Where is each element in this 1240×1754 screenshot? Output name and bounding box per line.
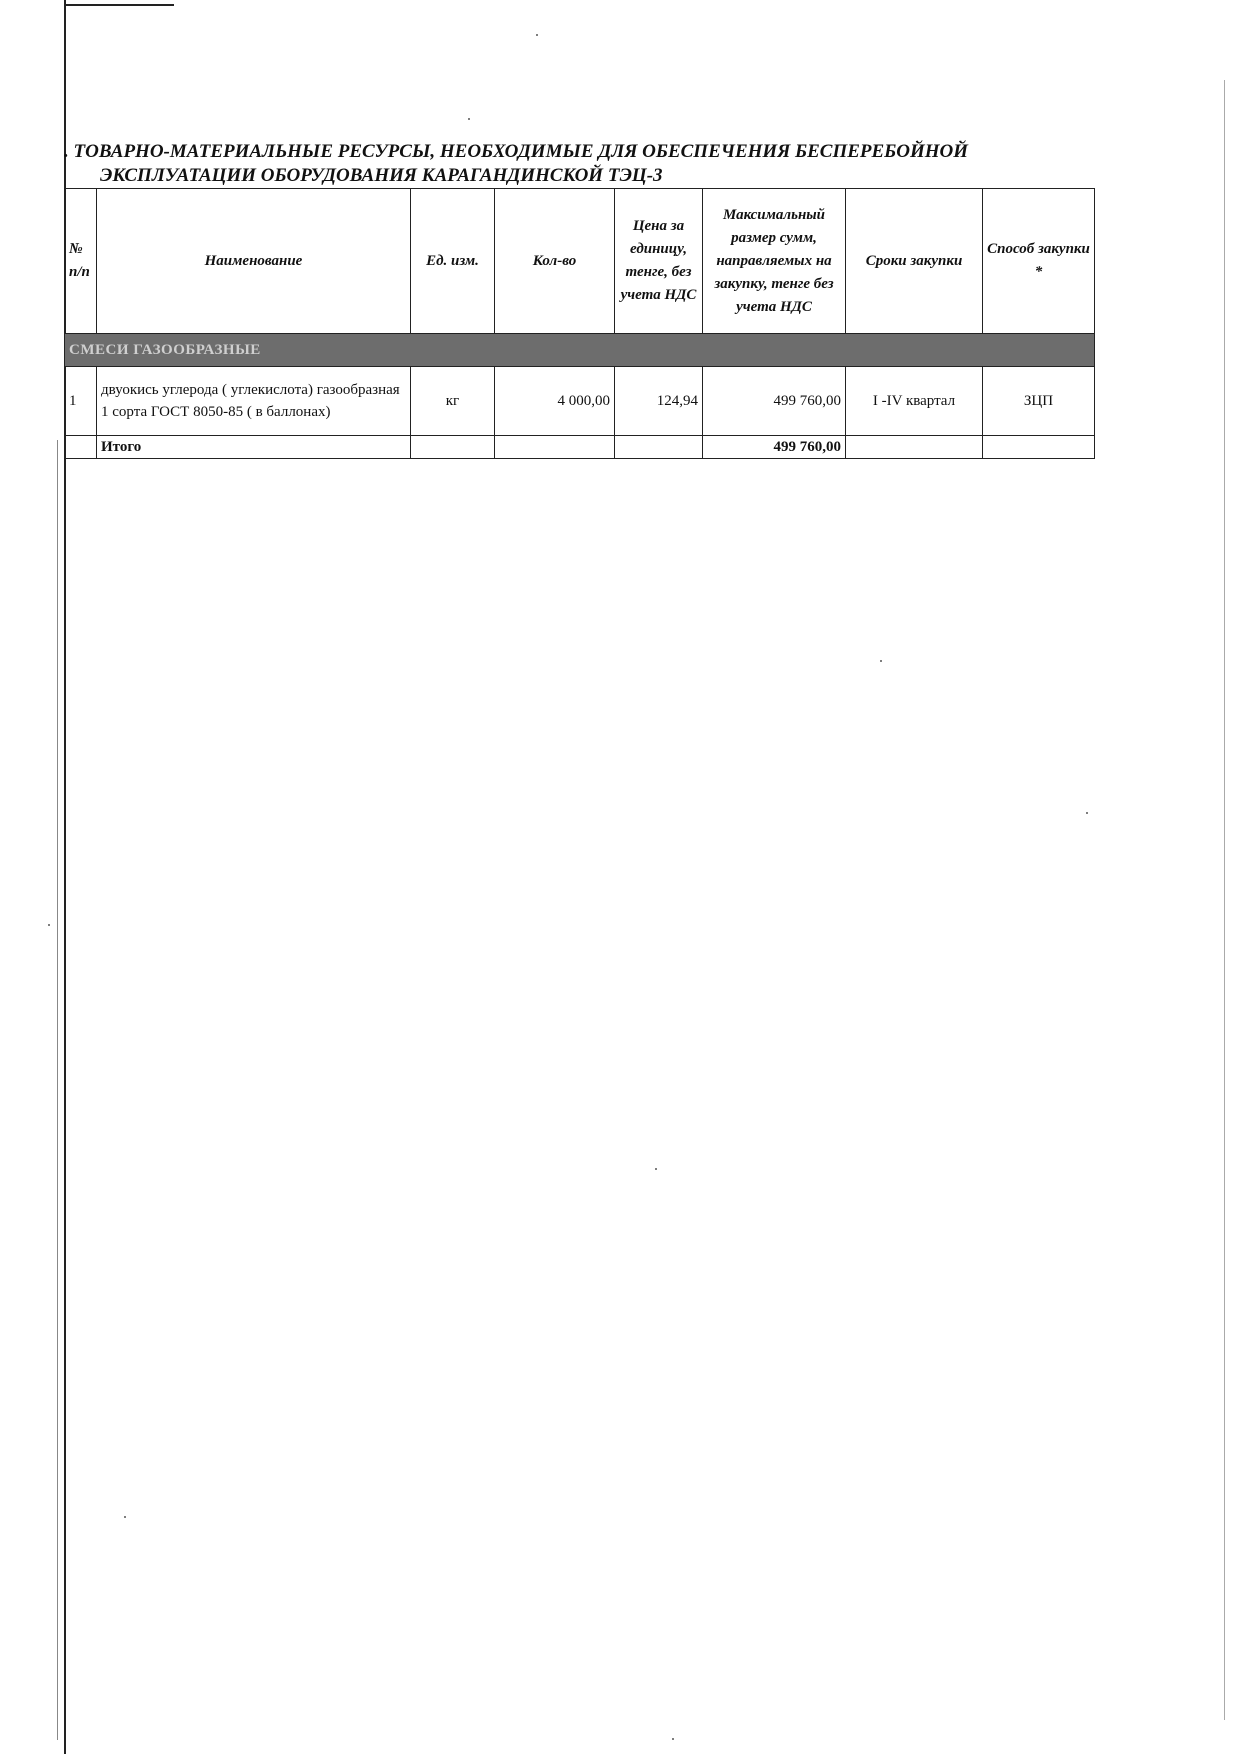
row-unit: кг [411,367,495,436]
total-spacer [65,436,97,459]
document-title-line2: ЭКСПЛУАТАЦИИ ОБОРУДОВАНИЯ КАРАГАНДИНСКОЙ ТЭЦ-3 [100,165,663,186]
total-row [65,436,1095,459]
scan-frame-left-inner [57,440,58,1740]
document-title-line1: . ТОВАРНО-МАТЕРИАЛЬНЫЕ РЕСУРСЫ, НЕОБХОДИМЫЕ ДЛЯ ОБЕСПЕЧЕНИЯ БЕСПЕРЕБОЙНОЙ [64,141,969,162]
header-method: Способ закупки * [983,189,1095,334]
section-label: СМЕСИ ГАЗООБРАЗНЫЕ [65,334,1095,367]
row-method: ЗЦП [983,367,1095,436]
scan-speck [468,118,470,120]
row-terms: I -IV квартал [846,367,983,436]
total-max-sum: 499 760,00 [703,436,846,459]
scan-speck [672,1738,674,1740]
scan-speck [124,1516,126,1518]
scan-speck [880,660,882,662]
procurement-table [64,188,1095,459]
table-header-row [65,189,1095,334]
header-qty: Кол-во [495,189,615,334]
row-price: 124,94 [615,367,703,436]
row-name: двуокись углерода ( углекислота) газообразная 1 сорта ГОСТ 8050-85 ( в баллонах) [97,367,411,436]
header-unit: Ед. изм. [411,189,495,334]
scan-speck [536,34,538,36]
total-empty-method [983,436,1095,459]
scan-frame-right [1224,80,1225,1720]
total-empty-price [615,436,703,459]
total-empty-qty [495,436,615,459]
total-empty-unit [411,436,495,459]
total-label: Итого [97,436,411,459]
scan-speck [48,924,50,926]
header-name: Наименование [97,189,411,334]
row-max-sum: 499 760,00 [703,367,846,436]
total-empty-terms [846,436,983,459]
section-row [65,334,1095,367]
header-price: Цена за единицу, тенге, без учета НДС [615,189,703,334]
row-num: 1 [65,367,97,436]
header-terms: Сроки закупки [846,189,983,334]
scan-speck [655,1168,657,1170]
scan-frame-top [64,4,174,6]
scan-speck [1086,812,1088,814]
header-num: № п/п [65,189,97,334]
table-row [65,367,1095,436]
header-max-sum: Максимальный размер сумм, направляемых на закупку, тенге без учета НДС [703,189,846,334]
document-title [64,140,1164,188]
row-qty: 4 000,00 [495,367,615,436]
